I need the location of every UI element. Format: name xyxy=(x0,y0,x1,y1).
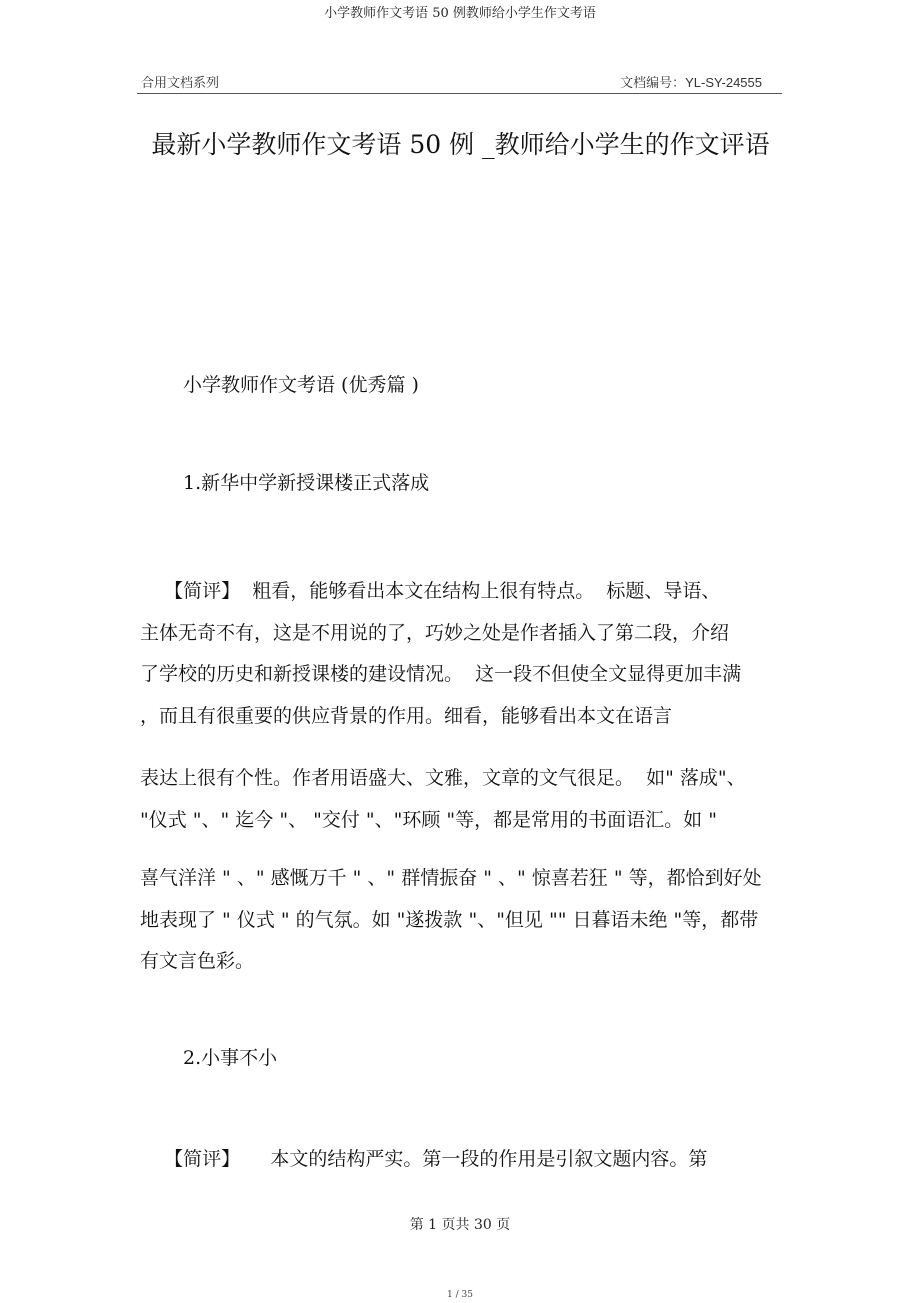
paragraph-2 xyxy=(140,758,746,841)
doc-number-label: 文档编号： xyxy=(620,76,686,91)
page-footer: 第 1 页共 30 页 xyxy=(409,1217,511,1233)
paragraph-line: 了学校的历史和新授课楼的建设情况。 这一段不但使全文显得更加丰满 xyxy=(140,663,742,685)
paragraph-line: 地表现了 " 仪式 " 的气氛。如 "遂拨款 "、"但见 "" 日暮语未绝 "等，都带 xyxy=(140,908,759,931)
paragraph-line: 有文言色彩。 xyxy=(140,950,255,972)
paragraph-line: ，而且有很重要的供应背景的作用。细看，能够看出本文在语言 xyxy=(140,704,673,727)
paragraph-line: 主体无奇不有，这是不用说的了，巧妙之处是作者插入了第二段，介绍 xyxy=(140,621,730,644)
doc-number-code: YL-SY-24555 xyxy=(685,75,762,90)
paragraph-line: 喜气洋洋 " 、" 感慨万千 " 、" 群情振奋 " 、" 惊喜若狂 " 等，都恰到好处 xyxy=(140,867,762,889)
section-heading: 小学教师作文考语 (优秀篇 ) xyxy=(183,374,419,396)
paragraph-line: 【简评】 粗看，能够看出本文在结构上很有特点。 标题、导语、 xyxy=(140,580,721,602)
header-series-label: 合用文档系列 xyxy=(141,76,220,91)
header-divider xyxy=(137,93,782,94)
item-2-heading: 2.小事不小 xyxy=(183,1047,278,1069)
item-1-heading: 1.新华中学新授课楼正式落成 xyxy=(183,472,430,494)
paragraph-line: 【简评】 本文的结构严实。第一段的作用是引叙文题内容。第 xyxy=(140,1148,708,1170)
paragraph-4 xyxy=(140,1139,707,1181)
paragraph-line: 表达上很有个性。作者用语盛大、文雅，文章的文气很足。 如" 落成"、 xyxy=(140,767,746,789)
paragraph-3 xyxy=(140,858,762,983)
document-title: 最新小学教师作文考语 50 例 _教师给小学生的作文评语 xyxy=(151,130,770,159)
header-doc-number xyxy=(620,72,762,91)
page-indicator: 1 / 35 xyxy=(447,1290,473,1300)
paragraph-1 xyxy=(140,571,741,737)
browser-title: 小学教师作文考语 50 例教师给小学生作文考语 xyxy=(324,6,596,21)
paragraph-line: "仪式 "、" 迄今 "、 "交付 "、"环顾 "等，都是常用的书面语汇。如 " xyxy=(140,808,717,831)
